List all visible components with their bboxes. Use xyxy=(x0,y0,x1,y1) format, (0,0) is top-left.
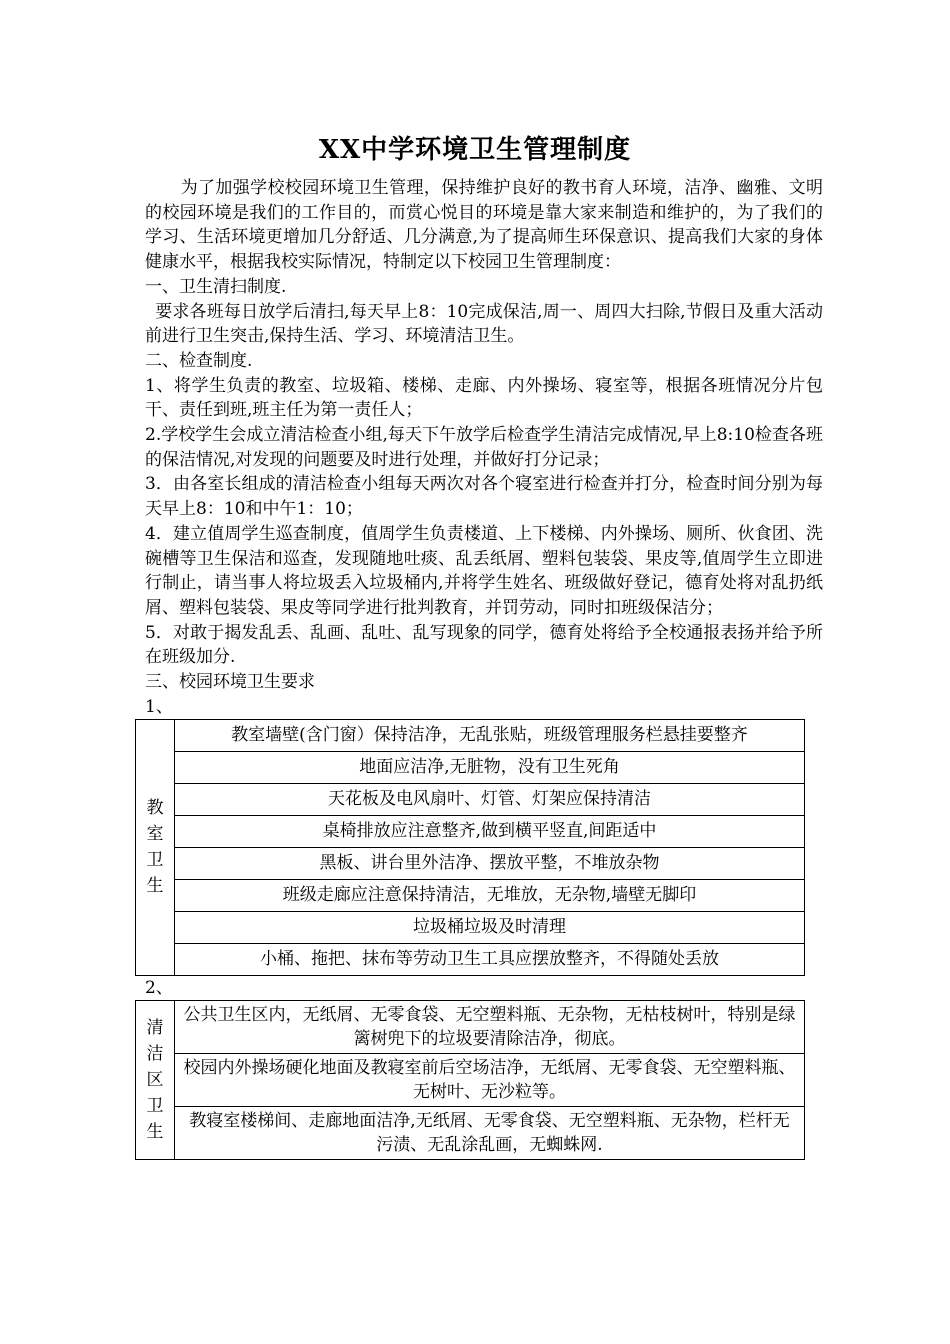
intro-paragraph: 为了加强学校校园环境卫生管理，保持维护良好的教书育人环境，洁净、幽雅、文明的校园环境是我们的工作目的，而赏心悦目的环境是靠大家来制造和维护的，为了我们的学习、生活环境更增加几分舒适、几分满意,为了提高师生环保意识、提高我们大家的身体健康水平，根据我校实际情况，特制定以下校园卫生管理制度： xyxy=(145,178,823,273)
section2-heading: 二、检查制度. xyxy=(145,350,253,371)
section2-item-5: 5．对敢于揭发乱丢、乱画、乱吐、乱写现象的同学，德育处将给予全校通报表扬并给予所在班级加分. xyxy=(145,622,823,668)
section2-item-1: 1、将学生负责的教室、垃圾箱、楼梯、走廊、内外操场、寝室等，根据各班情况分片包干、责任到班,班主任为第一责任人； xyxy=(145,375,823,421)
side-char: 清 xyxy=(146,1017,164,1038)
document-body xyxy=(145,176,823,1160)
table-row: 教室墙壁(含门窗）保持洁净，无乱张贴，班级管理服务栏悬挂要整齐 xyxy=(175,719,805,751)
table1-label: 1、 xyxy=(145,696,173,717)
side-char: 教 xyxy=(146,798,164,819)
table-row: 天花板及电风扇叶、灯管、灯架应保持清洁 xyxy=(175,783,805,815)
section2-item-4: 4．建立值周学生巡查制度，值周学生负责楼道、上下楼梯、内外操场、厕所、伙食团、洗碗槽等卫生保洁和巡查，发现随地吐痰、乱丢纸屑、塑料包装袋、果皮等,值周学生立即进行制止，请当事人将垃圾丢入垃圾桶内,并将学生姓名、班级做好登记，德育处将对乱扔纸屑、塑料包装袋、果皮等同学进行批判教育，并罚劳动，同时扣班级保洁分； xyxy=(145,523,823,618)
section3-heading: 三、校园环境卫生要求 xyxy=(145,672,315,693)
side-char: 室 xyxy=(146,824,164,845)
table-row: 黑板、讲台里外洁净、摆放平整，不堆放杂物 xyxy=(175,847,805,879)
side-char: 洁 xyxy=(146,1043,164,1064)
section1-body: 要求各班每日放学后清扫,每天早上8：10完成保洁,周一、周四大扫除,节假日及重大活动前进行卫生突击,保持生活、学习、环境清洁卫生。 xyxy=(145,301,823,347)
side-char: 区 xyxy=(146,1069,164,1090)
clean-area-hygiene-table xyxy=(135,1000,805,1160)
table-row: 公共卫生区内，无纸屑、无零食袋、无空塑料瓶、无杂物，无枯枝树叶，特别是绿篱树兜下的垃圾要清除洁净，彻底。 xyxy=(175,1000,805,1053)
table-row: 地面应洁净,无脏物，没有卫生死角 xyxy=(175,751,805,783)
document-title: XX中学环境卫生管理制度 xyxy=(318,135,632,165)
table2-label: 2、 xyxy=(145,977,173,998)
side-char: 生 xyxy=(146,1121,164,1142)
clean-area-side-cell xyxy=(136,1000,175,1159)
table-row: 小桶、拖把、抹布等劳动卫生工具应摆放整齐，不得随处丢放 xyxy=(175,943,805,975)
table-row: 桌椅排放应注意整齐,做到横平竖直,间距适中 xyxy=(175,815,805,847)
side-char: 卫 xyxy=(146,1095,164,1116)
section1-heading: 一、卫生清扫制度. xyxy=(145,276,287,297)
section2-item-2: 2.学校学生会成立清洁检查小组,每天下午放学后检查学生清洁完成情况,早上8:10检查各班的保洁情况,对发现的问题要及时进行处理，并做好打分记录； xyxy=(145,425,823,470)
side-char: 生 xyxy=(146,876,164,897)
side-char: 卫 xyxy=(146,850,164,871)
table-row: 校园内外操场硬化地面及教寝室前后空场洁净，无纸屑、无零食袋、无空塑料瓶、无树叶、无沙粒等。 xyxy=(175,1053,805,1106)
table-row: 教寝室楼梯间、走廊地面洁净,无纸屑、无零食袋、无空塑料瓶、无杂物，栏杆无污渍、无乱涂乱画，无蜘蛛网. xyxy=(175,1106,805,1159)
classroom-hygiene-side-cell xyxy=(136,719,175,975)
section2-item-3: 3．由各室长组成的清洁检查小组每天两次对各个寝室进行检查并打分，检查时间分别为每天早上8：10和中午1：10； xyxy=(145,474,823,520)
table-row: 班级走廊应注意保持清洁，无堆放，无杂物,墙壁无脚印 xyxy=(175,879,805,911)
classroom-hygiene-table xyxy=(135,719,805,976)
table-row: 垃圾桶垃圾及时清理 xyxy=(175,911,805,943)
